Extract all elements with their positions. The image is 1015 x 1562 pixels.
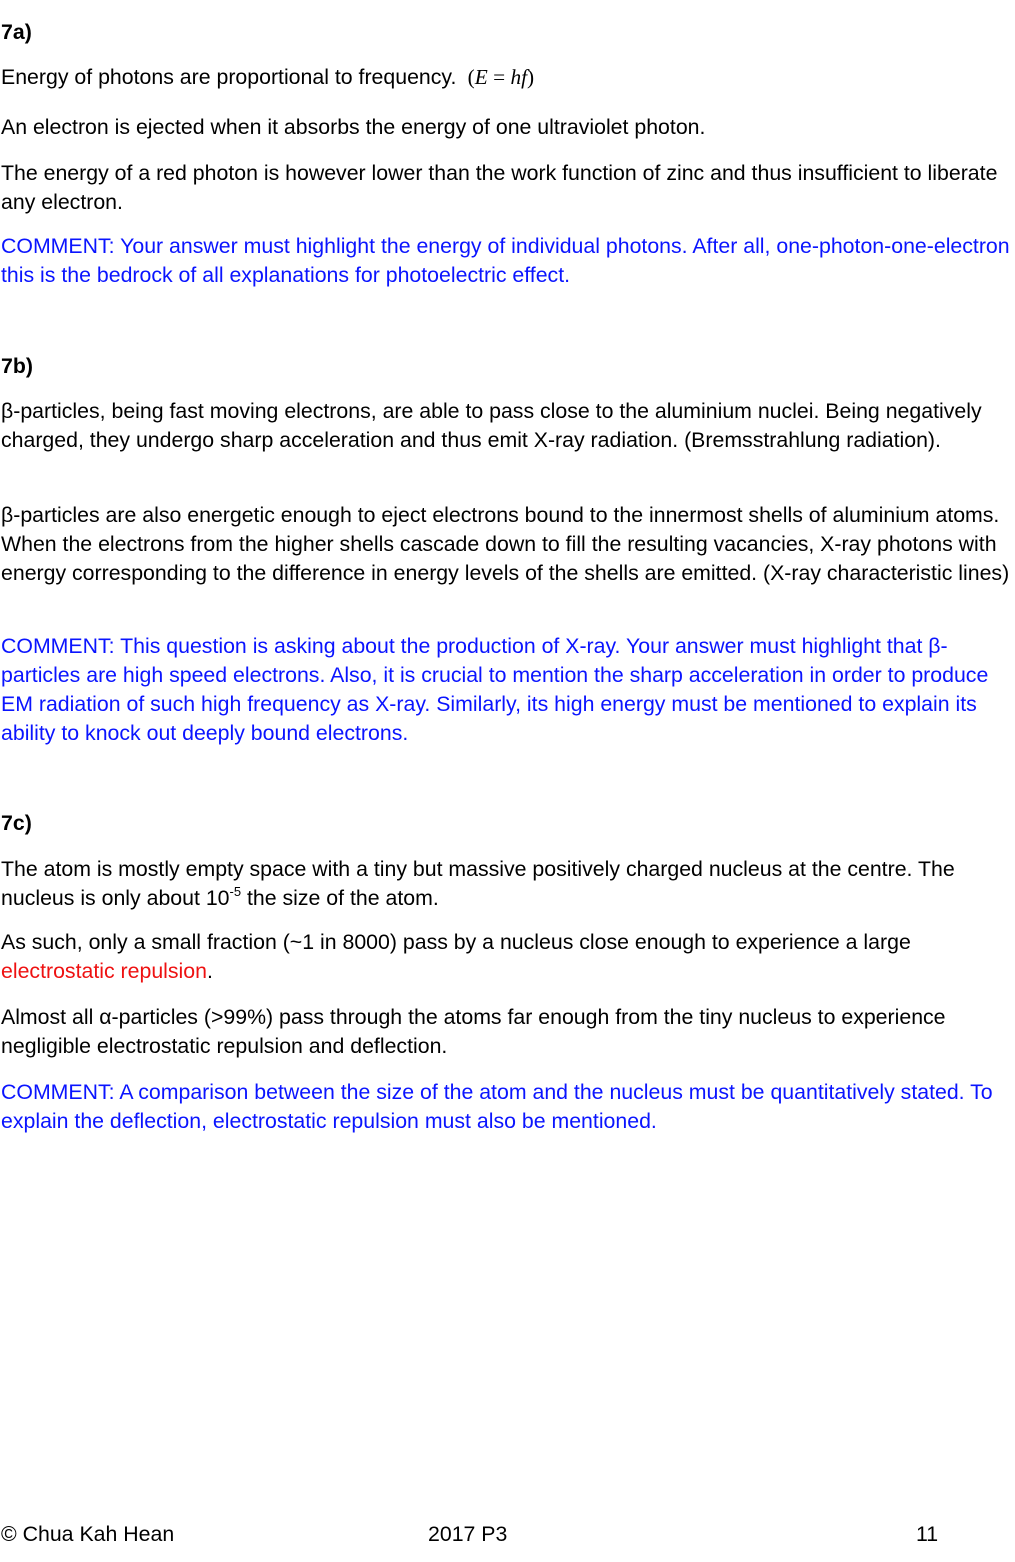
eq-symbol-e: E (474, 65, 488, 89)
equation-e-hf (462, 65, 534, 89)
footer-paper: 2017 P3 (428, 1522, 508, 1546)
comment-7b: COMMENT: This question is asking about the production of X-ray. Your answer must highlight that β-particles are high speed electrons. Also, it is crucial to mention the sharp acceleration in order to produce EM radiation of such high frequency as X-ray. Similarly, its high energy must be mentioned to explain its ability to knock out deeply bound electrons. (1, 634, 989, 745)
comment-7c: COMMENT: A comparison between the size of the atom and the nucleus must be quantitatively stated. To explain the deflection, electrostatic repulsion must also be mentioned. (1, 1080, 993, 1133)
exponent-superscript: -5 (229, 884, 242, 899)
highlight-electrostatic-repulsion: electrostatic repulsion (1, 959, 207, 983)
eq-open-paren: ( (467, 65, 475, 89)
heading-7c: 7c) (1, 811, 32, 835)
eq-equals: = (487, 65, 511, 89)
paragraph-7a-2: An electron is ejected when it absorbs the energy of one ultraviolet photon. (1, 115, 706, 139)
paragraph-7c-3: Almost all α-particles (>99%) pass through the atoms far enough from the tiny nucleus to experience negligible electrostatic repulsion and deflection. (1, 1005, 946, 1058)
paragraph-7a-1 (1, 63, 1013, 92)
footer-page-number: 11 (916, 1522, 939, 1546)
paragraph-7c-2-text-b: . (206, 959, 213, 983)
paragraph-7c-1-text-a: The atom is mostly empty space with a tiny but massive positively charged nucleus at the centre. The nucleus is only about 10 (1, 857, 955, 910)
paragraph-7c-1 (1, 855, 1013, 913)
eq-close-paren: ) (527, 65, 535, 89)
paragraph-7b-1: β-particles, being fast moving electrons, are able to pass close to the aluminium nuclei. Being negatively charged, they undergo sharp acceleration and thus emit X-ray radiation. (Bremsstrahlung radiation). (1, 399, 982, 452)
paragraph-7c-2-text-a: As such, only a small fraction (~1 in 8000) pass by a nucleus close enough to experience a large (1, 930, 911, 954)
paragraph-7a-3: The energy of a red photon is however lower than the work function of zinc and thus insufficient to liberate any electron. (1, 161, 998, 214)
paragraph-7a-1-text: Energy of photons are proportional to frequency. (1, 65, 457, 89)
comment-7a: COMMENT: Your answer must highlight the energy of individual photons. After all, one-photon-one-electron this is the bedrock of all explanations for photoelectric effect. (1, 234, 1010, 287)
heading-7a: 7a) (1, 20, 32, 44)
eq-symbol-hf: hf (510, 65, 528, 89)
footer-author: © Chua Kah Hean (1, 1522, 175, 1546)
heading-7b: 7b) (1, 354, 33, 378)
paragraph-7b-2: β-particles are also energetic enough to eject electrons bound to the innermost shells of aluminium atoms. When the electrons from the higher shells cascade down to fill the resulting vacancies, X-ray photons with energy corresponding to the difference in energy levels of the shells are emitted. (X-ray characteristic lines) (1, 503, 1010, 585)
paragraph-7c-2 (1, 928, 1013, 986)
paragraph-7c-1-text-b: the size of the atom. (241, 886, 439, 910)
